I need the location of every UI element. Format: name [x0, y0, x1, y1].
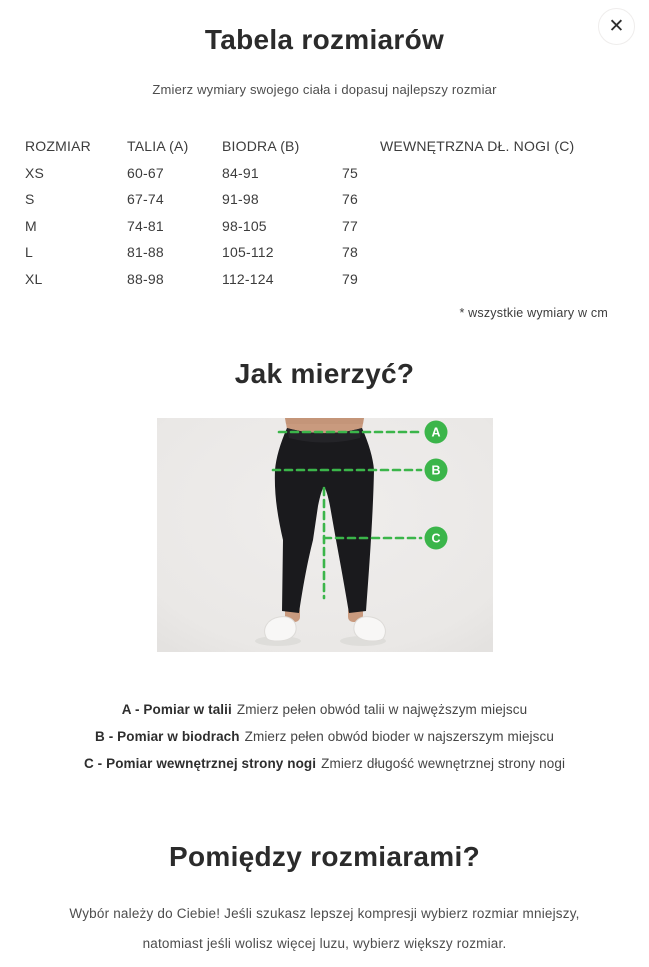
size-guide-figure: [157, 418, 493, 652]
table-row: [25, 160, 625, 187]
cell-inseam: 76: [342, 191, 358, 208]
legend-item-waist: [0, 696, 649, 723]
size-table-section: [0, 133, 649, 320]
col-header-waist: TALIA (A): [127, 138, 189, 155]
page-title: Tabela rozmiarów: [204, 24, 445, 55]
cell-waist: 60-67: [127, 164, 164, 181]
cell-waist: 88-98: [127, 270, 164, 287]
cell-hips: 112-124: [222, 270, 274, 287]
cell-inseam: 75: [342, 164, 358, 181]
cell-inseam: 78: [342, 244, 358, 261]
cell-size: XS: [25, 164, 45, 181]
units-note: * wszystkie wymiary w cm: [459, 306, 608, 320]
cell-size: L: [25, 244, 33, 261]
cell-size: M: [25, 217, 37, 234]
torso-shade: [285, 418, 364, 424]
legend-description: Zmierz długość wewnętrznej strony nogi: [321, 756, 566, 771]
cell-waist: 67-74: [127, 191, 164, 208]
badge-c-label: C: [430, 531, 441, 546]
col-header-inseam: WEWNĘTRZNA DŁ. NOGI (C): [380, 138, 575, 155]
cell-hips: 105-112: [222, 244, 274, 261]
legend-item-hips: [0, 723, 649, 750]
cell-hips: 84-91: [222, 164, 259, 181]
how-to-measure-heading: Jak mierzyć?: [234, 358, 415, 389]
measurement-figure: [0, 418, 649, 652]
cell-inseam: 77: [342, 217, 358, 234]
measurement-legend: [0, 696, 649, 777]
close-icon: ✕: [608, 16, 625, 37]
between-sizes-heading: Pomiędzy rozmiarami?: [169, 841, 480, 872]
col-header-size: ROZMIAR: [25, 138, 91, 155]
table-row: [25, 266, 625, 293]
legend-label: B - Pomiar w biodrach: [95, 729, 240, 744]
legend-item-inseam: [0, 750, 649, 777]
table-header-row: [25, 133, 625, 160]
table-row: [25, 239, 625, 266]
between-sizes-text: Wybór należy do Ciebie! Jeśli szukasz lepszej kompresji wybierz rozmiar mniejszy, natomiast jeśli wolisz więcej luzu, wybierz większy rozmiar.: [69, 906, 580, 951]
legend-label: C - Pomiar wewnętrznej strony nogi: [83, 756, 317, 771]
cell-hips: 98-105: [222, 217, 267, 234]
col-header-hips: BIODRA (B): [222, 138, 300, 155]
cell-size: S: [25, 191, 35, 208]
legend-label: A - Pomiar w talii: [121, 702, 232, 717]
cell-size: XL: [25, 270, 43, 287]
cell-waist: 74-81: [127, 217, 164, 234]
cell-waist: 81-88: [127, 244, 164, 261]
badge-a-label: A: [430, 425, 441, 440]
size-table: [25, 133, 625, 292]
badge-b-label: B: [430, 463, 441, 478]
legend-description: Zmierz pełen obwód bioder w najszerszym miejscu: [244, 729, 554, 744]
table-row: [25, 186, 625, 213]
table-row: [25, 213, 625, 240]
cell-inseam: 79: [342, 270, 358, 287]
cell-hips: 91-98: [222, 191, 259, 208]
subtitle: Zmierz wymiary swojego ciała i dopasuj najlepszy rozmiar: [152, 82, 497, 97]
close-button[interactable]: [598, 8, 635, 45]
legend-description: Zmierz pełen obwód talii w najwęższym miejscu: [236, 702, 528, 717]
